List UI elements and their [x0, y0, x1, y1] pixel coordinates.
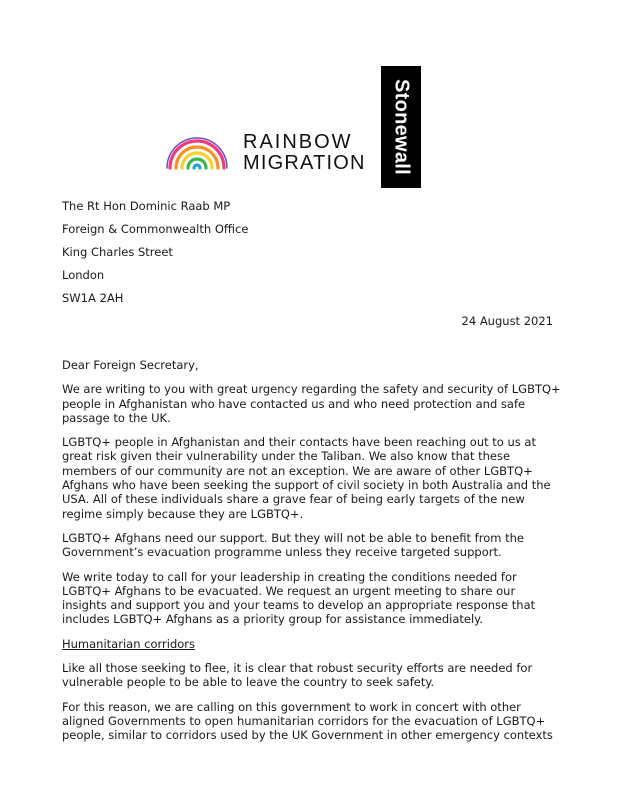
paragraph-line: We write today to call for your leadership in creating the conditions needed for [62, 569, 517, 584]
paragraph-1 [62, 382, 562, 425]
paragraph-line: people, similar to corridors used by the UK Government in other emergency contexts [62, 728, 553, 743]
rainbow-migration-wordmark-line2: MIGRATION [243, 152, 366, 174]
paragraph-line: vulnerable people to be able to leave the country to seek safety. [62, 675, 435, 690]
rainbow-migration-wordmark-line1: RAINBOW [243, 131, 353, 153]
letter-date: 24 August 2021 [461, 314, 553, 328]
paragraph-line: regime simply because they are LGBTQ+. [62, 506, 304, 521]
recipient-name: The Rt Hon Dominic Raab MP [62, 199, 231, 213]
paragraph-line: Afghans who have been seeking the support of civil society in both Australia and the [62, 478, 551, 493]
paragraph-3 [62, 531, 562, 560]
paragraph-line: great risk given their vulnerability under the Taliban. We also know that these [62, 449, 511, 464]
stonewall-logo [381, 66, 421, 188]
paragraph-line: LGBTQ+ Afghans to be evacuated. We request an urgent meeting to share our [62, 583, 516, 598]
recipient-office: Foreign & Commonwealth Office [62, 222, 249, 236]
recipient-postcode: SW1A 2AH [62, 291, 124, 305]
paragraph-4 [62, 570, 562, 627]
recipient-city: London [62, 268, 105, 282]
paragraph-line: passage to the UK. [62, 410, 171, 425]
paragraph-line: members of our community are not an exception. We are aware of other LGBTQ+ [62, 463, 533, 478]
letter-body [62, 358, 562, 753]
section-heading-humanitarian-corridors: Humanitarian corridors [62, 636, 196, 651]
salutation: Dear Foreign Secretary, [62, 358, 199, 372]
rainbow-migration-logo-icon [166, 128, 228, 172]
recipient-street: King Charles Street [62, 245, 173, 259]
paragraph-line: aligned Governments to open humanitarian corridors for the evacuation of LGBTQ+ [62, 713, 546, 728]
paragraph-line: For this reason, we are calling on this government to work in concert with other [62, 699, 521, 714]
paragraph-6 [62, 700, 562, 743]
paragraph-line: LGBTQ+ Afghans need our support. But they will not be able to benefit from the [62, 530, 524, 545]
paragraph-2 [62, 435, 562, 521]
stonewall-logo-text: Stonewall [390, 78, 413, 176]
paragraph-line: people in Afghanistan who have contacted us and who need protection and safe [62, 396, 526, 411]
paragraph-line: Like all those seeking to flee, it is clear that robust security efforts are needed for [62, 661, 533, 676]
paragraph-line: LGBTQ+ people in Afghanistan and their contacts have been reaching out to us at [62, 435, 536, 450]
paragraph-line: USA. All of these individuals share a grave fear of being early targets of the new [62, 492, 525, 507]
paragraph-line: We are writing to you with great urgency regarding the safety and security of LGBTQ+ [62, 382, 561, 397]
paragraph-line: Government’s evacuation programme unless they receive targeted support. [62, 545, 502, 560]
paragraph-line: includes LGBTQ+ Afghans as a priority group for assistance immediately. [62, 612, 483, 627]
paragraph-line: insights and support you and your teams to develop an appropriate response that [62, 598, 536, 613]
paragraph-5 [62, 661, 562, 690]
